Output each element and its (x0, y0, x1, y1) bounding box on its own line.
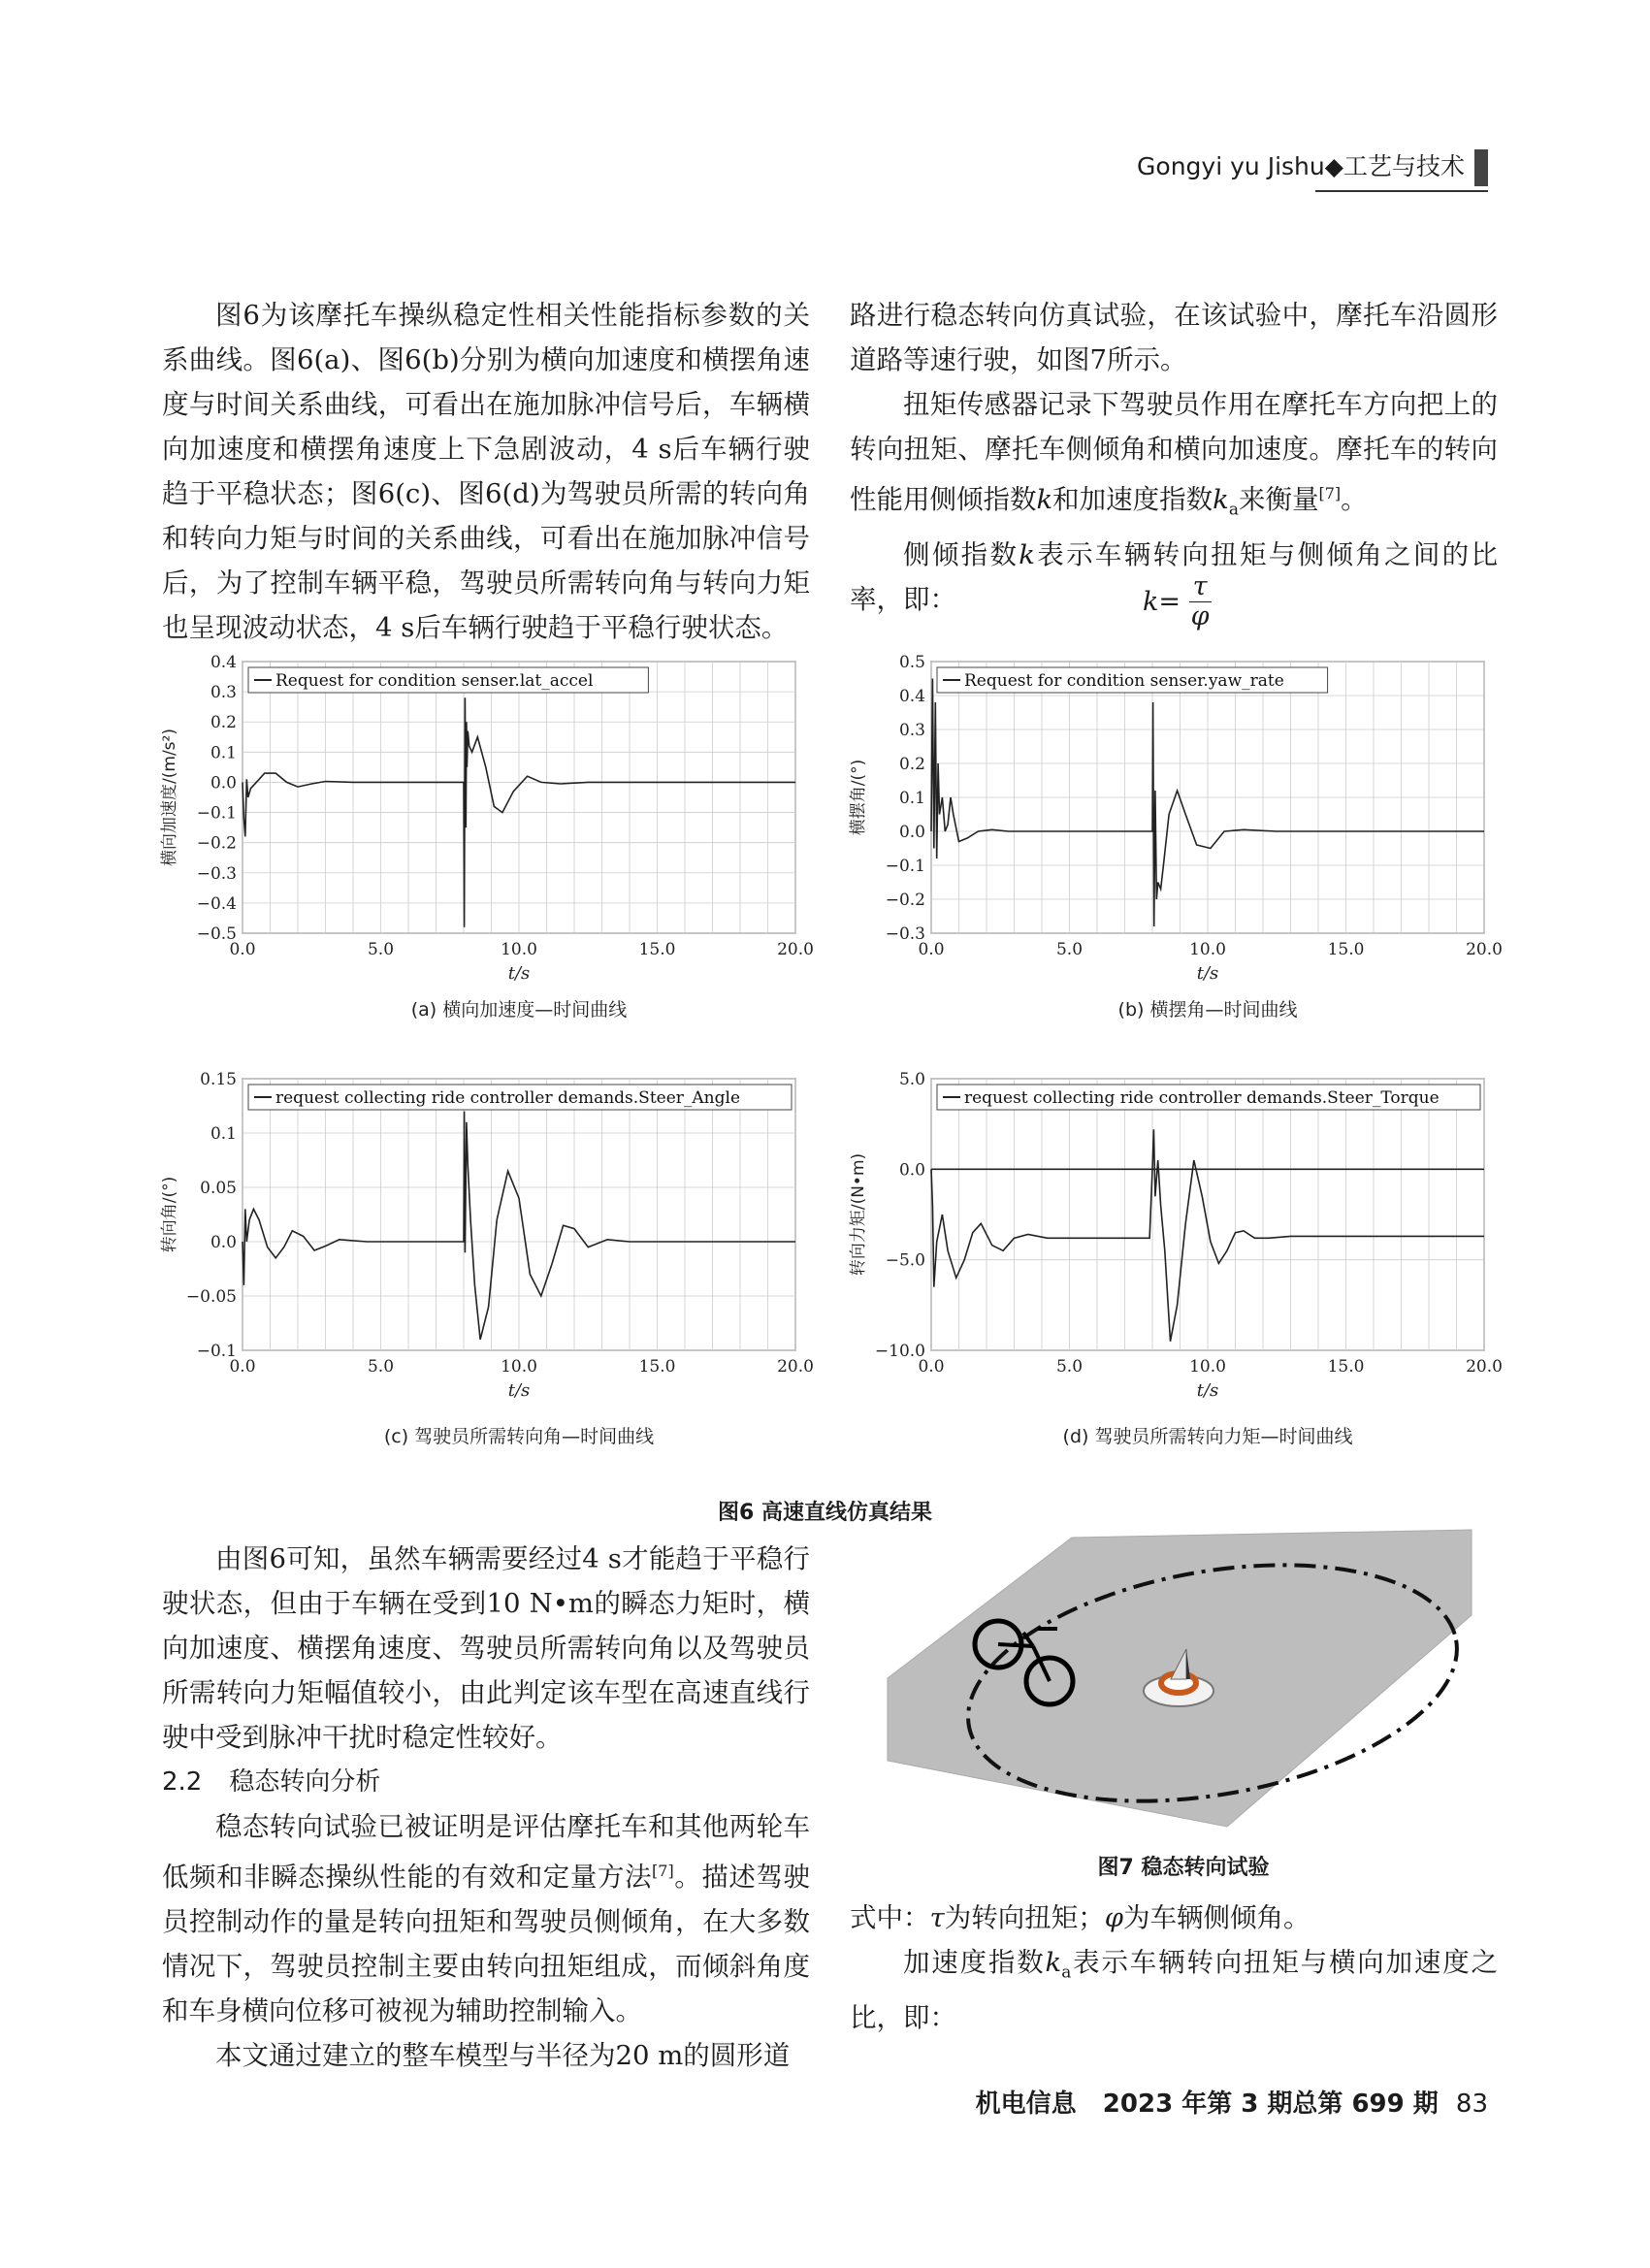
paragraph: 式中：τ为转向扭矩；φ为车辆侧倾角。 (850, 1902, 1310, 1933)
x-tick-label: 20.0 (777, 940, 814, 959)
x-axis-label: t/s (1196, 1380, 1219, 1401)
x-tick-label: 5.0 (367, 1357, 395, 1377)
subfigure-caption: (d) 驾驶员所需转向力矩—时间曲线 (1062, 1426, 1353, 1445)
page-number: 83 (1455, 2090, 1488, 2119)
y-tick-label: 0.0 (210, 773, 237, 794)
y-tick-label: 0.15 (200, 1070, 237, 1089)
y-axis-label: 转向角/(°) (160, 1176, 179, 1253)
y-axis-label: 转向力矩/(N•m) (849, 1152, 868, 1277)
y-tick-label: −10.0 (874, 1342, 925, 1361)
x-tick-label: 15.0 (1327, 940, 1365, 959)
legend-label: request collecting ride controller demands.Steer_Torque (964, 1088, 1440, 1108)
y-tick-label: 0.0 (210, 1233, 237, 1252)
x-axis-label: t/s (507, 963, 531, 984)
frame-line (998, 1644, 1033, 1646)
y-tick-label: 0.4 (210, 653, 237, 672)
paragraph: 加速度指数$k_a$表示车辆转向扭矩与横向加速度之比，即： (850, 1947, 1498, 2033)
y-tick-label: 0.2 (210, 713, 237, 733)
x-tick-label: 0.0 (229, 940, 256, 959)
x-axis-label: t/s (1196, 963, 1219, 984)
diamond-icon: ◆ (1324, 152, 1343, 180)
y-tick-label: 0.1 (210, 1124, 237, 1144)
y-tick-label: 0.4 (898, 687, 925, 706)
figure6-caption: 图6 高速直线仿真结果 (718, 1501, 932, 1525)
y-tick-label: −0.05 (185, 1287, 237, 1307)
x-tick-label: 15.0 (638, 940, 676, 959)
header-latin: Gongyi yu Jishu (1137, 152, 1325, 180)
x-tick-label: 5.0 (1055, 940, 1084, 959)
x-axis-label: t/s (507, 1380, 531, 1401)
y-tick-label: 0.2 (898, 755, 925, 774)
header-bar-icon (1474, 149, 1488, 186)
y-tick-label: 0.0 (898, 1160, 925, 1181)
y-tick-label: 0.0 (898, 823, 925, 842)
y-tick-label: −0.4 (196, 893, 237, 914)
x-tick-label: 20.0 (1466, 940, 1503, 959)
paragraph: 扭矩传感器记录下驾驶员作用在摩托车方向把上的转向扭矩、摩托车侧倾角和横向加速度。摩托车的转向性能用侧倾指数k和加速度指数$k_a$来衡量[7]。 (850, 389, 1498, 520)
left-column-bottom (162, 1537, 810, 2078)
y-tick-label: 0.5 (898, 653, 925, 672)
x-tick-label: 0.0 (229, 1357, 256, 1377)
paragraph: 图6为该摩托车操纵稳定性相关性能指标参数的关系曲线。图6(a)、图6(b)分别为横向加速度和横摆角速度与时间关系曲线，可看出在施加脉冲信号后，车辆横向加速度和横摆角速度上下急剧波动，4 s后车辆行驶趋于平稳状态；图6(c)、图6(d)为驾驶员所需的转向角和转向力矩与时间的关系曲线，可看出在施加脉冲信号后，为了控制车辆平稳，驾驶员所需转向角与转向力矩也呈现波动状态，4 s后车辆行驶趋于平稳行驶状态。 (162, 300, 810, 643)
x-tick-label: 20.0 (1466, 1357, 1503, 1377)
y-tick-label: −5.0 (885, 1250, 925, 1271)
figure7-caption: 图7 稳态转向试验 (1097, 1856, 1270, 1880)
y-axis-label: 横向加速度/(m/s²) (160, 729, 179, 866)
x-tick-label: 10.0 (1189, 1357, 1226, 1377)
paragraph: 由图6可知，虽然车辆需要经过4 s才能趋于平稳行驶状态，但由于车辆在受到10 N•m的瞬态力矩时，横向加速度、横摆角速度、驾驶员所需转向角以及驾驶员所需转向力矩幅值较小，由此判定该车型在高速直线行驶中受到脉冲干扰时稳定性较好。 (162, 1543, 810, 1753)
chart-steer-torque (844, 1057, 1523, 1445)
x-tick-label: 20.0 (777, 1357, 814, 1377)
journal-name: 机电信息 (975, 2090, 1077, 2119)
x-tick-label: 15.0 (638, 1357, 676, 1377)
y-tick-label: 0.3 (898, 721, 925, 740)
subfigure-caption: (b) 横摆角—时间曲线 (1117, 999, 1298, 1021)
chart-steer-angle (155, 1057, 834, 1445)
y-tick-label: −0.3 (885, 924, 925, 944)
y-tick-label: −0.3 (196, 863, 237, 884)
subfigure-caption: (a) 横向加速度—时间曲线 (410, 999, 628, 1021)
y-tick-label: −0.2 (885, 891, 925, 910)
y-tick-label: 0.05 (200, 1179, 237, 1198)
paragraph: 稳态转向试验已被证明是评估摩托车和其他两轮车低频和非瞬态操纵性能的有效和定量方法[7]。描述驾驶员控制动作的量是转向扭矩和驾驶员侧倾角，在大多数情况下，驾驶员控制主要由转向扭矩组成，而倾斜角度和车身横向位移可被视为辅助控制输入。 (162, 1811, 811, 2027)
formula-k: k= $\frac{\tau}{\varphi}$ (1143, 572, 1212, 632)
chart-lat-accel (155, 640, 834, 1028)
paragraph: 路进行稳态转向仿真试验，在该试验中，摩托车沿圆形道路等速行驶，如图7所示。 (850, 300, 1498, 375)
y-tick-label: 5.0 (898, 1070, 925, 1089)
legend-label: request collecting ride controller demands.Steer_Angle (275, 1088, 741, 1108)
x-tick-label: 10.0 (501, 1357, 537, 1377)
y-tick-label: −0.1 (885, 857, 925, 876)
y-tick-label: −0.1 (196, 803, 237, 824)
y-tick-label: 0.1 (898, 789, 925, 808)
figure7-illustration (878, 1518, 1489, 1833)
header-title: 工艺与技术 (1343, 152, 1465, 180)
x-tick-label: 10.0 (1189, 940, 1226, 959)
right-column-bottom (850, 1895, 1498, 2040)
x-tick-label: 5.0 (1055, 1357, 1084, 1377)
paragraph: 本文通过建立的整车模型与半径为20 m的圆形道 (215, 2040, 791, 2072)
x-tick-label: 0.0 (918, 1357, 945, 1377)
header-rule (1315, 190, 1488, 192)
section-heading: 2.2 稳态转向分析 (162, 1767, 381, 1797)
running-header (1137, 147, 1488, 186)
y-axis-label: 横摆角/(°) (849, 759, 868, 836)
x-tick-label: 10.0 (501, 940, 537, 959)
y-tick-label: −0.2 (196, 833, 237, 854)
y-tick-label: 0.3 (210, 683, 237, 703)
y-tick-label: −0.5 (196, 924, 237, 944)
paragraph: 侧倾指数k表示车辆转向扭矩与侧倾角之间的比率，即： (850, 538, 1498, 615)
x-tick-label: 15.0 (1327, 1357, 1365, 1377)
footer (976, 2084, 1488, 2120)
legend-label: Request for condition senser.lat_accel (275, 671, 594, 691)
left-column-top (162, 293, 810, 650)
y-tick-label: −0.1 (196, 1342, 237, 1361)
y-tick-label: 0.1 (210, 743, 237, 763)
x-tick-label: 5.0 (367, 940, 395, 959)
subfigure-caption: (c) 驾驶员所需转向角—时间曲线 (383, 1426, 655, 1445)
x-tick-label: 0.0 (918, 940, 945, 959)
chart-yaw-rate (844, 640, 1523, 1028)
issue-info: 2023 年第 3 期总第 699 期 (1102, 2090, 1439, 2119)
legend-label: Request for condition senser.yaw_rate (964, 671, 1284, 691)
